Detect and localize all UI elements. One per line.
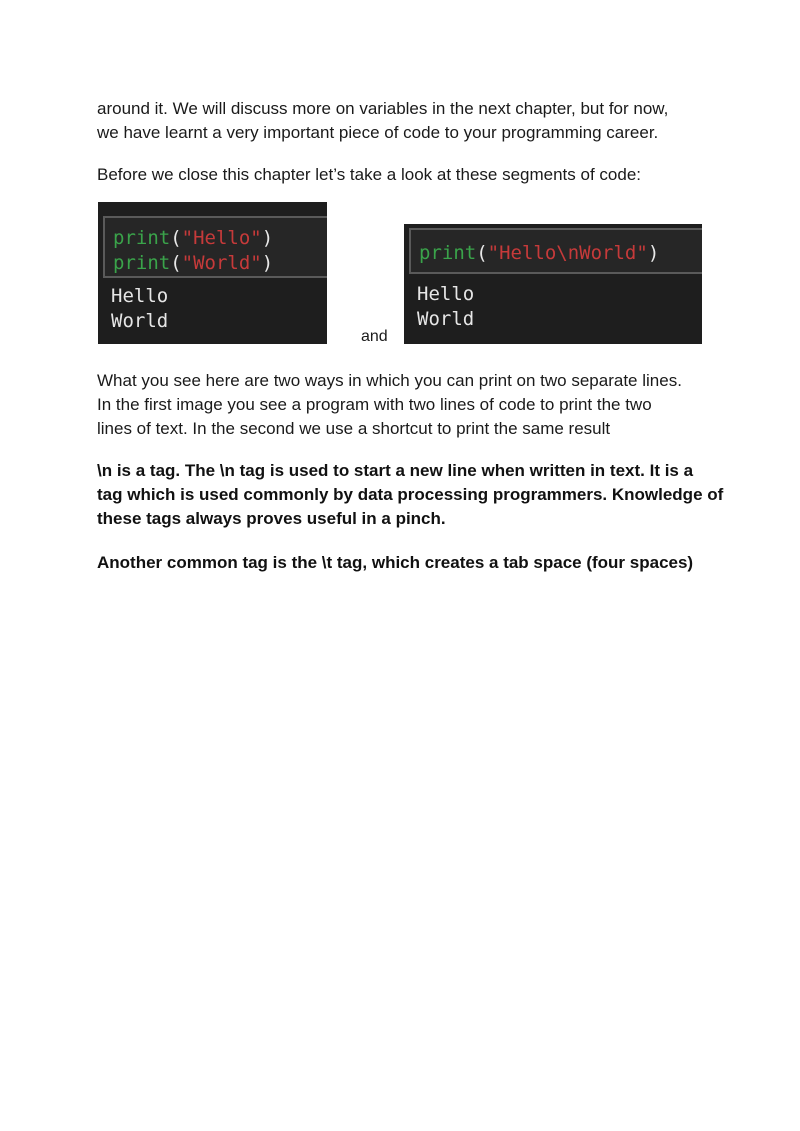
text-line: In the first image you see a program with two lines of code to print the two xyxy=(97,395,652,414)
code-string: "World" xyxy=(181,252,262,274)
code-function: print xyxy=(419,242,477,264)
code-string: "Hello\nWorld" xyxy=(487,242,648,264)
text-line: Another common tag is the \t tag, which creates a tab space (four spaces) xyxy=(97,553,694,572)
and-connector: and xyxy=(361,328,388,345)
output-line: Hello xyxy=(111,285,169,307)
text-line: we have learnt a very important piece of code to your programming career. xyxy=(97,123,659,142)
code-paren: ( xyxy=(170,227,182,249)
output-line: Hello xyxy=(417,283,475,305)
code-string: "Hello" xyxy=(181,227,262,249)
output-line: World xyxy=(111,310,169,332)
code-editor-area xyxy=(103,216,327,278)
paragraph-intro-segments xyxy=(97,163,707,187)
code-editor-area xyxy=(409,228,702,274)
code-line xyxy=(113,251,327,276)
code-paren: ) xyxy=(647,242,660,264)
text-line: \n is a tag. The \n tag is used to start a new line when written in text. It is a xyxy=(97,461,694,480)
code-screenshot-two-prints xyxy=(98,202,327,344)
text-line: lines of text. In the second we use a shortcut to print the same result xyxy=(97,419,611,438)
paragraph-variables xyxy=(97,97,707,145)
text-line: these tags always proves useful in a pinch. xyxy=(97,509,446,528)
code-function: print xyxy=(113,252,171,274)
text-line: around it. We will discuss more on variables in the next chapter, but for now, xyxy=(97,99,669,118)
paragraph-explanation xyxy=(97,369,707,441)
code-paren: ) xyxy=(261,227,274,249)
code-paren: ( xyxy=(170,252,182,274)
code-line xyxy=(419,241,702,265)
code-line xyxy=(113,226,327,251)
code-screenshot-newline-print xyxy=(404,224,702,344)
code-paren: ) xyxy=(261,252,274,274)
code-paren: ( xyxy=(476,242,488,264)
paragraph-tab-tag xyxy=(97,551,707,575)
output-line: World xyxy=(417,308,475,330)
console-output xyxy=(111,284,168,334)
paragraph-newline-tag xyxy=(97,459,724,531)
console-output xyxy=(417,282,474,332)
code-function: print xyxy=(113,227,171,249)
text-line: What you see here are two ways in which you can print on two separate lines. xyxy=(97,371,682,390)
text-line: tag which is used commonly by data processing programmers. Knowledge of xyxy=(97,485,724,504)
text-line: Before we close this chapter let’s take a look at these segments of code: xyxy=(97,165,641,184)
